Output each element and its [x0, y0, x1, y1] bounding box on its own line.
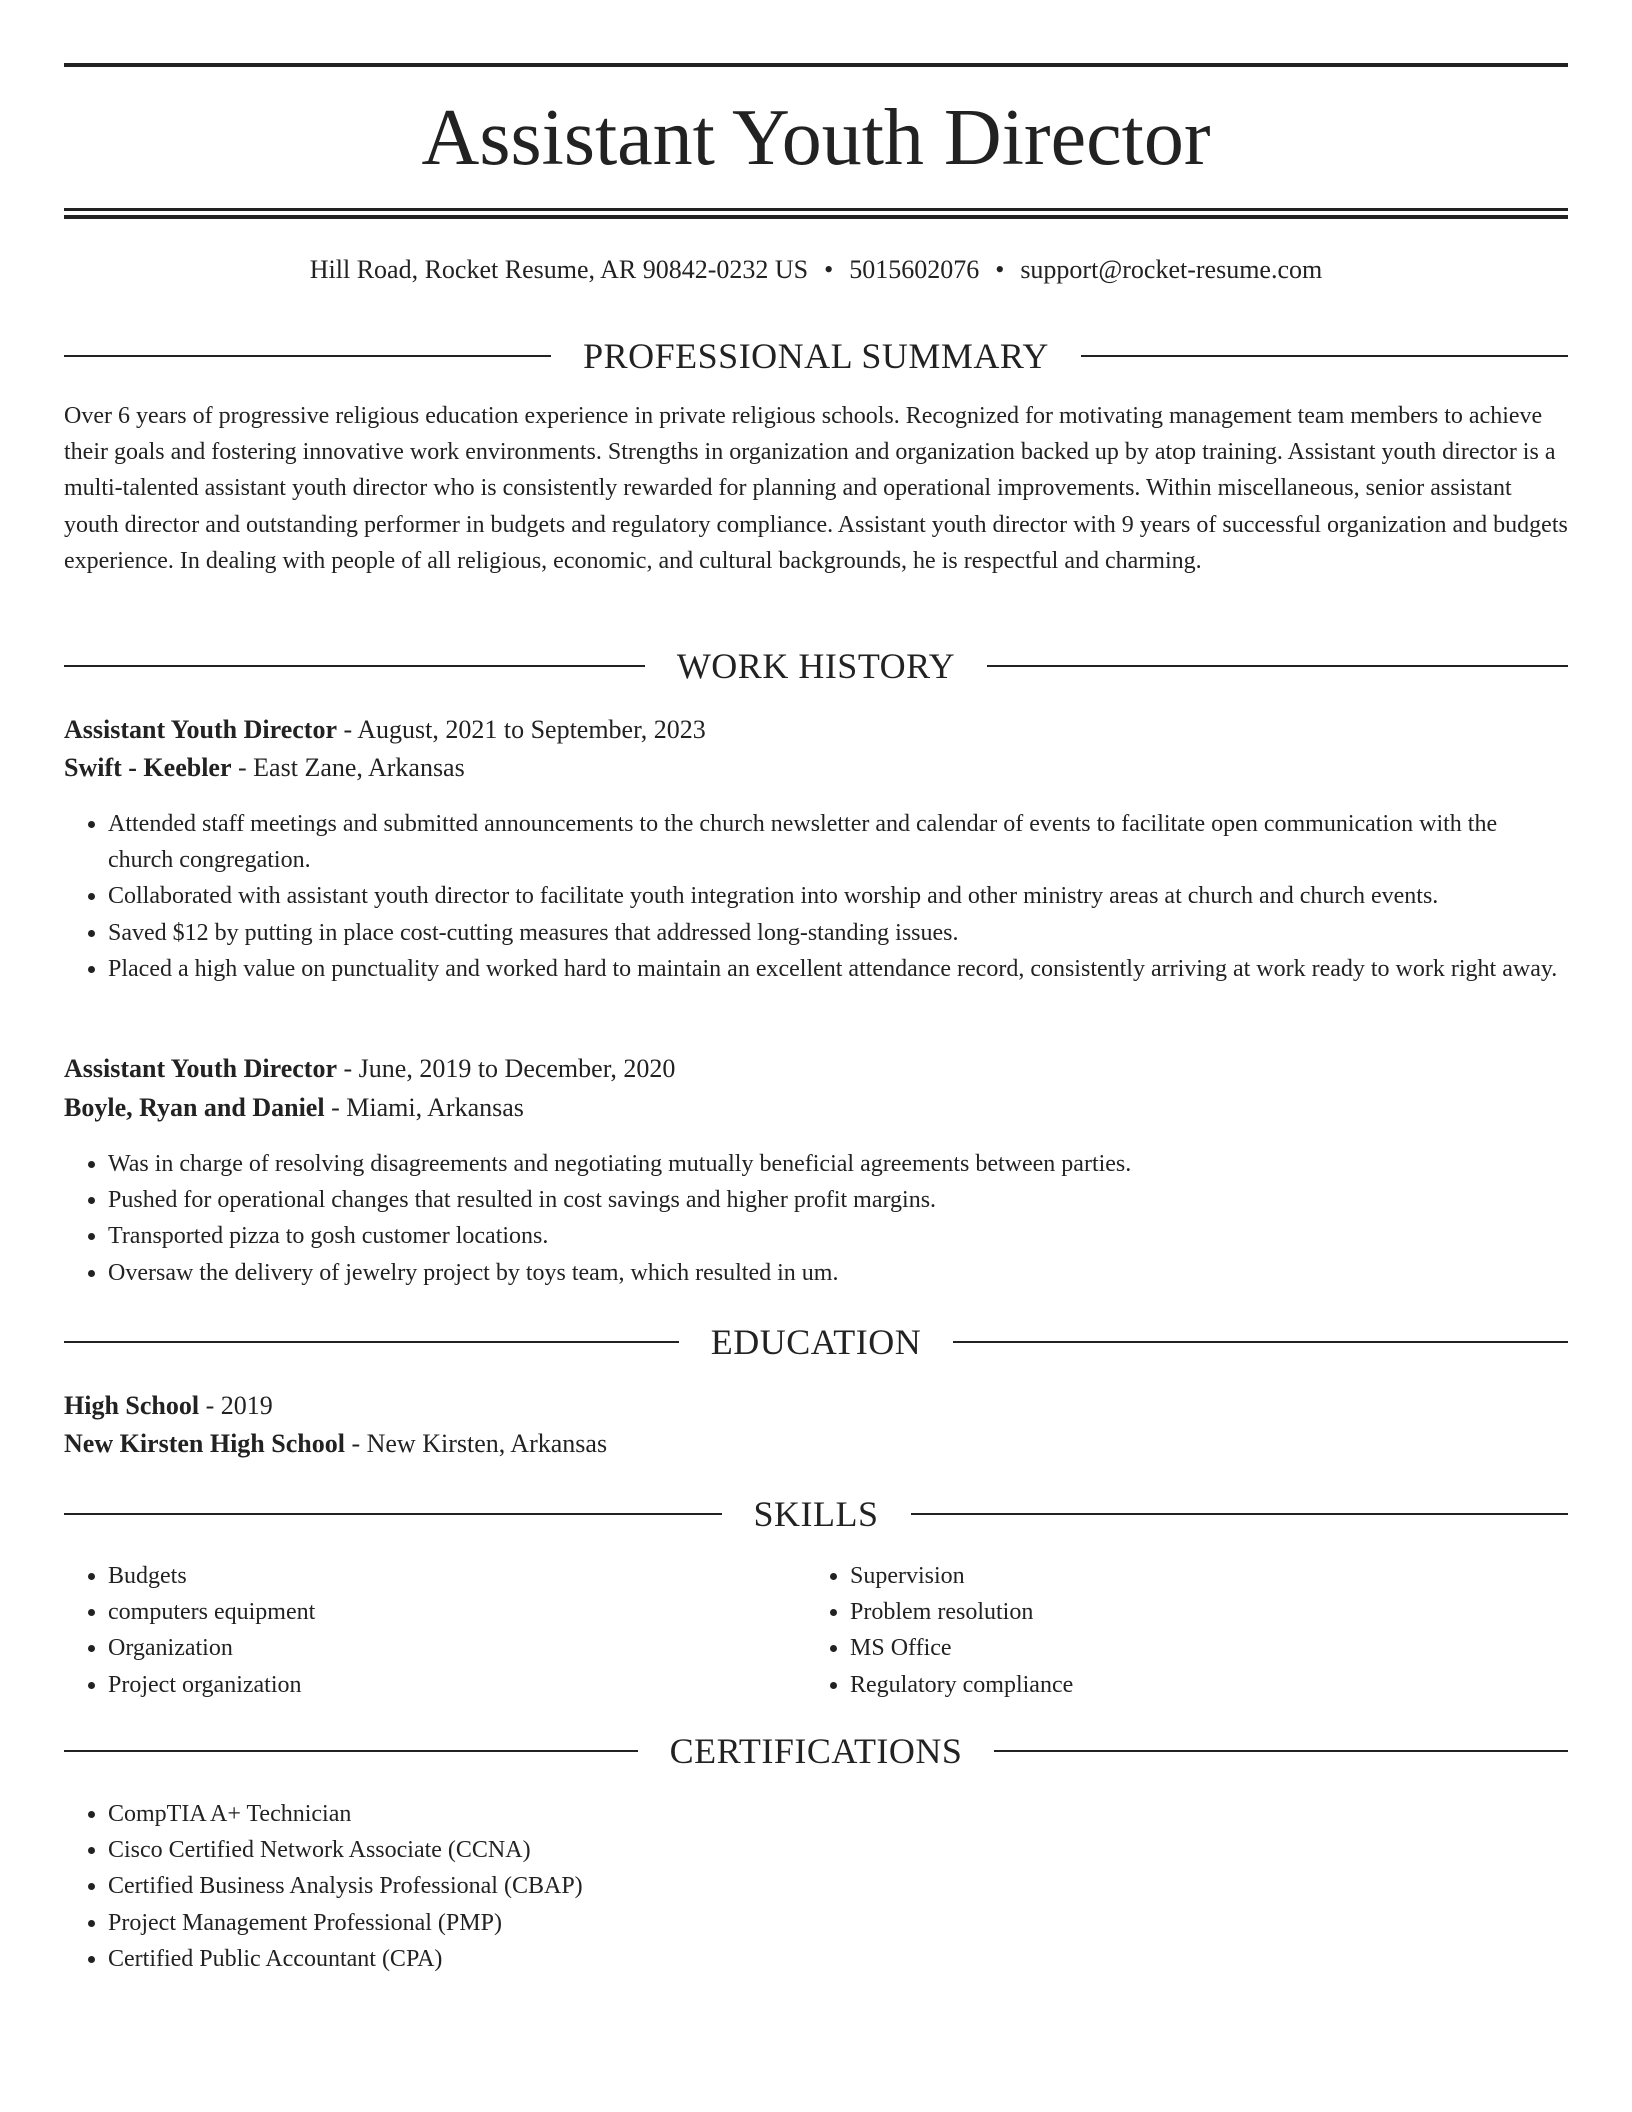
heading-rule: [64, 665, 645, 667]
list-item: • CompTIA A+ Technician: [108, 1796, 1568, 1832]
heading-rule: [994, 1750, 1568, 1752]
certifications-title: CERTIFICATIONS: [669, 1731, 963, 1771]
job-2-location: - Miami, Arkansas: [324, 1093, 524, 1122]
job-2-bullets: [64, 1146, 1568, 1291]
list-item: • Saved $12 by putting in place cost-cutting measures that addressed long-standing issues.: [108, 915, 1568, 951]
list-item: • Supervision: [850, 1558, 1550, 1594]
work-heading: [64, 644, 1568, 688]
skills-heading: [64, 1492, 1568, 1536]
contact-address: Hill Road, Rocket Resume, AR 90842-0232 US: [309, 255, 809, 284]
skills-left-list: [64, 1558, 808, 1703]
job-2-dates: - June, 2019 to December, 2020: [337, 1054, 676, 1083]
certifications-list: [64, 1796, 1568, 1977]
double-rule: [64, 208, 1568, 219]
education-location: - New Kirsten, Arkansas: [344, 1429, 608, 1458]
list-item: • Project Management Professional (PMP): [108, 1905, 1568, 1941]
job-1-company: Swift - Keebler: [64, 753, 232, 782]
contact-phone: 5015602076: [849, 255, 980, 284]
certifications-heading: [64, 1729, 1568, 1773]
list-item: • Oversaw the delivery of jewelry project by toys team, which resulted in um.: [108, 1255, 1568, 1291]
education-degree-line: [64, 1388, 1568, 1424]
education-title: EDUCATION: [710, 1322, 922, 1362]
resume-name: Assistant Youth Director: [421, 94, 1211, 182]
heading-rule: [1081, 355, 1568, 357]
list-item: • computers equipment: [108, 1594, 808, 1630]
contact-separator: •: [824, 255, 834, 284]
contact-line: [64, 252, 1568, 288]
heading-rule: [64, 355, 551, 357]
list-item: • Project organization: [108, 1667, 808, 1703]
list-item: • Budgets: [108, 1558, 808, 1594]
list-item: • Attended staff meetings and submitted announcements to the church newsletter and calendar of events to facilitate open communication with the church congregation.: [108, 806, 1568, 878]
list-item: • Cisco Certified Network Associate (CCNA): [108, 1832, 1568, 1868]
list-item: • Transported pizza to gosh customer locations.: [108, 1218, 1568, 1254]
summary-title: PROFESSIONAL SUMMARY: [583, 336, 1049, 376]
job-1-bullets: [64, 806, 1568, 987]
heading-rule: [953, 1341, 1568, 1343]
list-item: • Certified Public Accountant (CPA): [108, 1941, 1568, 1977]
list-item: • Collaborated with assistant youth director to facilitate youth integration into worship and other ministry areas at church and church events.: [108, 878, 1568, 914]
education-heading: [64, 1320, 1568, 1364]
list-item: • MS Office: [850, 1630, 1550, 1666]
summary-heading: [64, 334, 1568, 378]
contact-email: support@rocket-resume.com: [1020, 255, 1323, 284]
work-title: WORK HISTORY: [676, 646, 956, 686]
heading-rule: [64, 1513, 722, 1515]
job-2-title: Assistant Youth Director: [64, 1054, 337, 1083]
job-1-company-line: [64, 750, 1568, 786]
job-1-title: Assistant Youth Director: [64, 715, 337, 744]
list-item: • Was in charge of resolving disagreements and negotiating mutually beneficial agreements between parties.: [108, 1146, 1568, 1182]
heading-rule: [64, 1750, 638, 1752]
list-item: • Placed a high value on punctuality and worked hard to maintain an excellent attendance record, consistently arriving at work ready to work right away.: [108, 951, 1568, 987]
list-item: • Certified Business Analysis Professional (CBAP): [108, 1868, 1568, 1904]
education-degree: High School: [64, 1391, 200, 1420]
heading-rule: [987, 665, 1568, 667]
top-rule: [64, 63, 1568, 67]
skills-right-list: [806, 1558, 1550, 1703]
list-item: • Organization: [108, 1630, 808, 1666]
job-1-dates: - August, 2021 to September, 2023: [337, 715, 706, 744]
job-2-company: Boyle, Ryan and Daniel: [64, 1093, 325, 1122]
heading-rule: [64, 1341, 679, 1343]
list-item: • Pushed for operational changes that resulted in cost savings and higher profit margins.: [108, 1182, 1568, 1218]
job-1-title-line: [64, 712, 1568, 748]
job-1-location: - East Zane, Arkansas: [231, 753, 465, 782]
contact-separator: •: [995, 255, 1005, 284]
list-item: • Regulatory compliance: [850, 1667, 1550, 1703]
skills-title: SKILLS: [753, 1494, 879, 1534]
list-item: • Problem resolution: [850, 1594, 1550, 1630]
education-school: New Kirsten High School: [64, 1429, 345, 1458]
job-2-title-line: [64, 1051, 1568, 1087]
summary-text: Over 6 years of progressive religious education experience in private religious schools. Recognized for motivating management team members to achieve their goals and fostering innovative work environments. Strengths in organization and organization backed up by atop training. Assistant youth director is a multi-talented assistant youth director who is consistently rewarded for planning and operational improvements. Within miscellaneous, senior assistant youth director and outstanding performer in budgets and regulatory compliance. Assistant youth director with 9 years of successful organization and budgets experience. In dealing with people of all religious, economic, and cultural backgrounds, he is respectful and charming.: [64, 403, 1568, 574]
education-school-line: [64, 1426, 1568, 1462]
education-year: - 2019: [199, 1391, 273, 1420]
job-2-company-line: [64, 1090, 1568, 1126]
heading-rule: [911, 1513, 1569, 1515]
